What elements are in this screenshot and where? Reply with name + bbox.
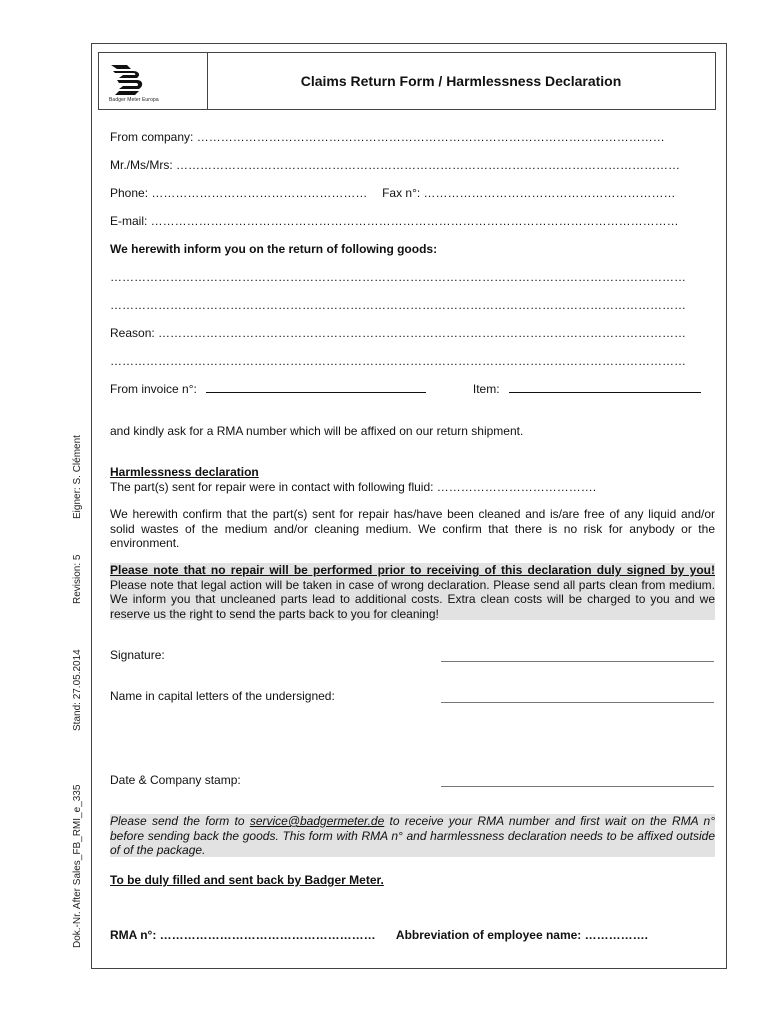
fluid-field[interactable]: The part(s) sent for repair were in contact with following fluid: …………………………………. — [110, 480, 597, 494]
goods-heading: We herewith inform you on the return of following goods: — [110, 242, 438, 256]
goods-line-1[interactable]: ……………………………………………………………………………………………………………………………… — [110, 270, 686, 284]
form-title: Claims Return Form / Harmlessness Declaration — [300, 73, 622, 89]
invoice-input[interactable] — [206, 382, 426, 393]
form-header — [98, 52, 716, 110]
item-label: Item: — [472, 382, 500, 396]
reason-line-2[interactable]: ……………………………………………………………………………………………………………………………… — [110, 354, 686, 368]
badger-meter-logo-icon — [109, 61, 145, 97]
filled-note: To be duly filled and sent back by Badger Meter. — [110, 873, 384, 887]
instructions-post: to receive your RMA number and first wait on the RMA n° before sending back the goods. This form with RMA n° and harmlessness declaration needs to be affixed outside of of the package. — [110, 814, 715, 857]
rma-number-field[interactable]: RMA n°: ……………………………………………… — [110, 928, 376, 942]
side-label-stand: Stand: 27.05.2014 — [72, 649, 83, 731]
service-email-link[interactable]: service@badgermeter.de — [249, 814, 385, 828]
fax-field[interactable]: Fax n°: ……………………………………………………… — [382, 186, 676, 200]
side-label-revision: Revision: 5 — [72, 554, 83, 604]
from-company-field[interactable]: From company: ……………………………………………………………………………………………………… — [110, 130, 665, 144]
send-instructions — [110, 814, 715, 857]
phone-fax-row — [110, 186, 715, 200]
repair-notice-rest: Please note that legal action will be taken in case of wrong declaration. Please send all parts clean from medium. We inform you that uncleaned parts lead to additional costs. Extra clean costs will be charged to you and we reserve us the right to send the parts back to you for cleaning! — [110, 577, 715, 621]
name-label: Name in capital letters of the undersigned: — [110, 689, 335, 703]
rma-request-text: and kindly ask for a RMA number which will be affixed on our return shipment. — [110, 424, 524, 438]
signature-line[interactable] — [441, 660, 714, 662]
stamp-label: Date & Company stamp: — [110, 773, 241, 787]
instructions-pre: Please send the form to — [110, 814, 250, 828]
stamp-line[interactable] — [441, 785, 714, 787]
email-field[interactable]: E-mail: …………………………………………………………………………………………………………………… — [110, 214, 679, 228]
logo-text: Badger Meter Europa — [109, 97, 159, 103]
logo-cell — [99, 53, 208, 109]
name-line[interactable] — [441, 701, 714, 703]
invoice-label: From invoice n°: — [110, 382, 197, 396]
goods-line-2[interactable]: ……………………………………………………………………………………………………………………………… — [110, 298, 686, 312]
reason-field[interactable]: Reason: …………………………………………………………………………………………………………………… — [110, 326, 687, 340]
contact-name-field[interactable]: Mr./Ms/Mrs: ……………………………………………………………………………………………………………… — [110, 158, 680, 172]
rma-footer-row — [110, 928, 715, 942]
invoice-item-row — [110, 382, 715, 396]
side-label-doc: Dok.-Nr. After Sales_FB_RMI_e_335 — [72, 784, 83, 948]
item-input[interactable] — [509, 382, 701, 393]
repair-notice — [110, 563, 715, 620]
signature-label: Signature: — [110, 648, 165, 662]
phone-field[interactable]: Phone: ……………………………………………… — [110, 186, 368, 200]
harmlessness-title: Harmlessness declaration — [110, 465, 259, 479]
side-label-eigner: Eigner: S. Clément — [72, 435, 83, 519]
employee-field[interactable]: Abbreviation of employee name: ……………. — [395, 928, 648, 942]
repair-notice-bold: Please note that no repair will be performed prior to receiving of this declaration duly signed by you! — [110, 563, 715, 577]
harmlessness-confirm: We herewith confirm that the part(s) sent for repair has/have been cleaned and is/are free of any liquid and/or solid wastes of the medium and/or cleaning medium. We confirm that there is no risk for anybody or the environment. — [110, 507, 715, 550]
